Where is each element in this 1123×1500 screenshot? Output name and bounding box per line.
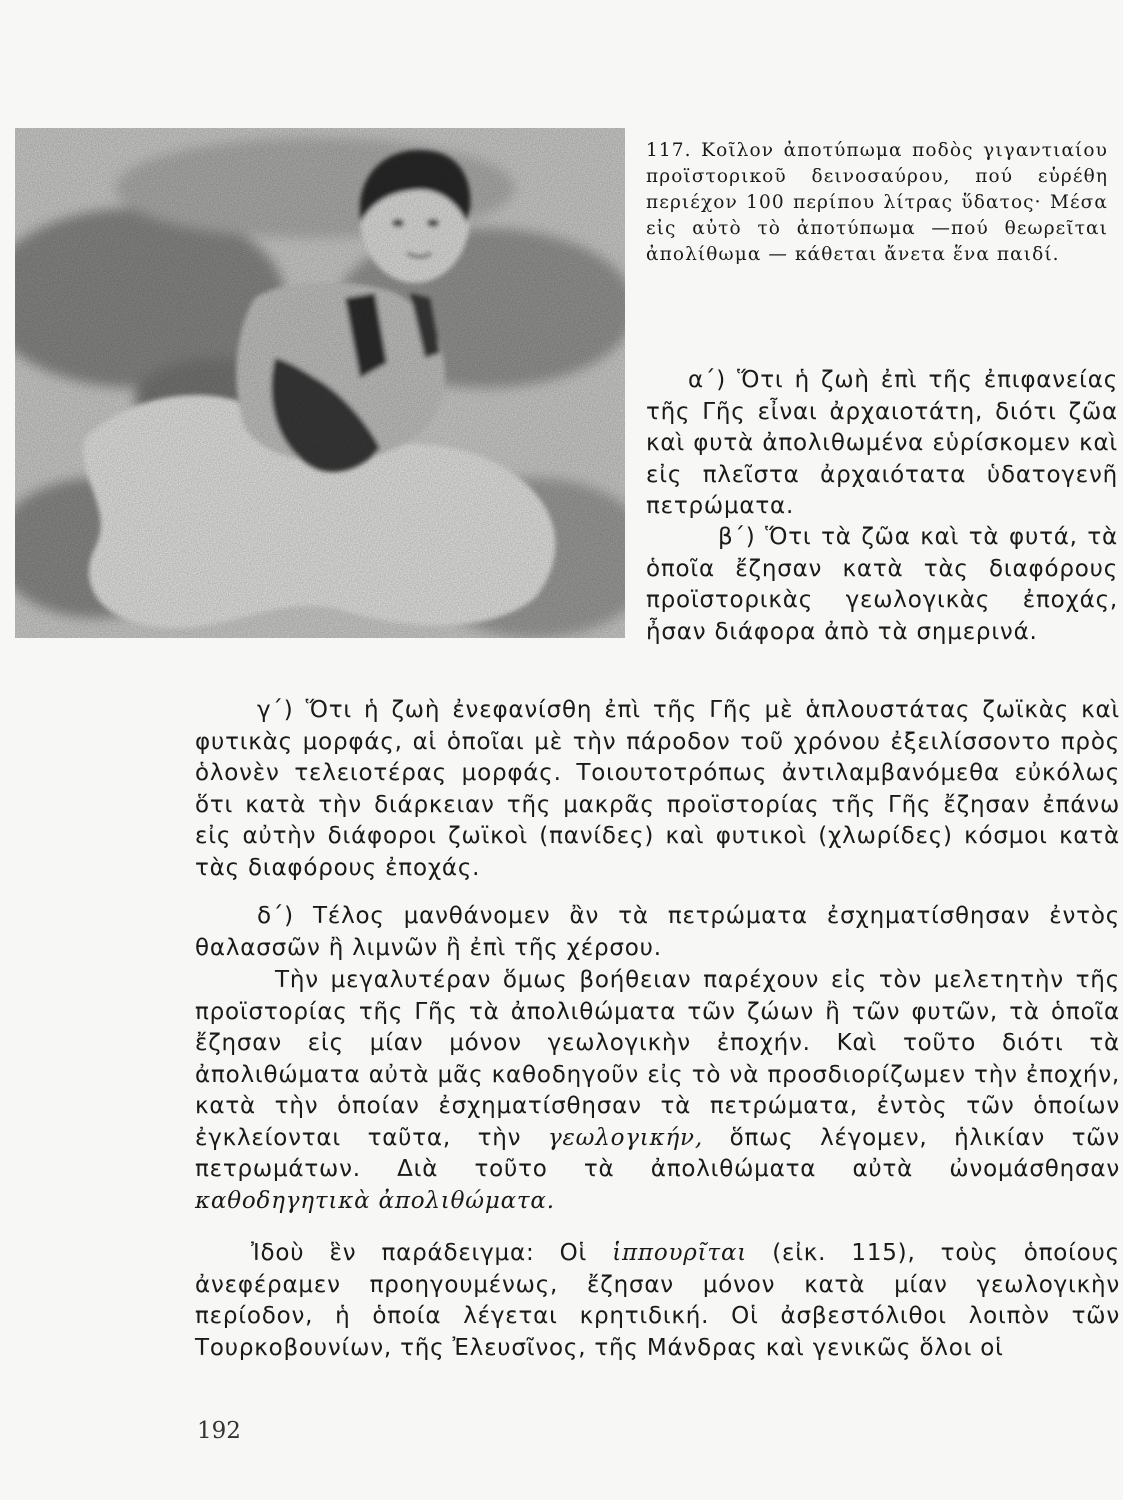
paragraph-gamma: γ΄) Ὅτι ἡ ζωὴ ἐνεφανίσθη ἐπὶ τῆς Γῆς μὲ ἁπλουστάτας ζωϊκὰς καὶ φυτικὰς μορφάς, αἱ ὁποῖαι μὲ τὴν πάροδον τοῦ χρόνου ἐξειλίσσοντο πρὸς ὁλονὲν τελειοτέρας μορφάς. Τοιουτοτρόπως ἀντιλαμβανόμεθα εὐκόλως ὅτι κατὰ τὴν διάρκειαν τῆς μακρᾶς προϊστορίας τῆς Γῆς ἔζησαν ἐπάνω εἰς αὐτὴν διάφοροι ζωϊκοὶ (πανίδες) καὶ φυτικοὶ (χλωρίδες) κόσμοι κατὰ τὰς διαφόρους ἐποχάς.: [195, 697, 1120, 881]
paragraph-main-text: Τὴν μεγαλυτέραν ὅμως βοήθειαν παρέχουν εἰς τὸν μελετητὴν τῆς προϊστορίας τῆς Γῆς τὰ ἀπολιθώματα τῶν ζώων ἢ τῶν φυτῶν, τὰ ὁποῖα ἔζησαν εἰς μίαν μόνον γεωλογικὴν ἐποχήν. Καὶ τοῦτο διότι τὰ ἀπολιθώματα αὐτὰ μᾶς καθοδηγοῦν εἰς τὸ νὰ προσδιορίζωμεν τὴν ἐποχήν, κατὰ τὴν ὁποίαν ἐσχηματίσθησαν τὰ πετρώματα, ἐντὸς τῶν ὁποίων ἐγκλείονται ταῦτα, τὴν: [195, 967, 1120, 1151]
paragraph-alpha: α΄) Ὅτι ἡ ζωὴ ἐπὶ τῆς ἐπιφανείας τῆς Γῆς εἶναι ἀρχαιοτάτη, διότι ζῶα καὶ φυτὰ ἀπολιθωμένα εὑρίσκομεν καὶ εἰς πλεῖστα ἀρχαιότατα ὑδατογενῆ πετρώματα.: [646, 367, 1118, 519]
page-number: 192: [197, 1418, 241, 1444]
paragraph-example: [195, 1238, 1120, 1364]
italic-term-hippurites: ἱππουρῖται: [612, 1240, 748, 1266]
italic-term-guiding-fossils: καθοδηγητικὰ ἀπολιθώματα.: [195, 1187, 555, 1214]
paragraph-main-text-2: ὅπως λέγομεν, ἡλικίαν τῶν πετρωμάτων. Διὰ τοῦτο τὰ ἀπολιθώματα αὐτὰ ὠνομάσθησαν: [195, 1124, 1120, 1182]
paragraph-beta: β΄) Ὅτι τὰ ζῶα καὶ τὰ φυτά, τὰ ὁποῖα ἔζησαν κατὰ τὰς διαφόρους προϊστορικὰς γεωλογικὰς ἐποχάς, ἦσαν διάφορα ἀπὸ τὰ σημερινά.: [646, 524, 1118, 645]
paragraph-main: [195, 965, 1120, 1217]
child-in-footprint-photo: [15, 128, 625, 638]
figure-caption: 117. Κοῖλον ἀποτύπωμα ποδὸς γιγαντιαίου προϊστορικοῦ δεινοσαύρου, πού εὑρέθη περιέχον 100 περίπου λίτρας ὕδατος· Μέσα εἰς αὐτὸ τὸ ἀποτύπωμα —πού θεωρεῖται ἀπολίθωμα — κάθεται ἄνετα ἕνα παιδί.: [646, 140, 1108, 265]
example-text-post: (εἰκ. 115), τοὺς ὁποίους ἀνεφέραμεν προηγουμένως, ἔζησαν μόνον κατὰ μίαν γεωλογικὴν περίοδον, ἡ ὁποία λέγεται κρητιδική. Οἱ ἀσβεστόλιθοι λοιπὸν τῶν Τουρκοβουνίων, τῆς Ἐλευσῖνος, τῆς Μάνδρας καὶ γενικῶς ὅλοι οἱ: [195, 1240, 1120, 1361]
paragraph-delta: δ΄) Τέλος μανθάνομεν ἂν τὰ πετρώματα ἐσχηματίσθησαν ἐντὸς θαλασσῶν ἢ λιμνῶν ἢ ἐπὶ τῆς χέρσου.: [195, 903, 1120, 961]
figure-photo: [15, 128, 625, 638]
example-text-pre: Ἰδοὺ ἓν παράδειγμα: Οἱ: [251, 1240, 588, 1266]
italic-term-geological: γεωλογικήν,: [547, 1124, 703, 1151]
